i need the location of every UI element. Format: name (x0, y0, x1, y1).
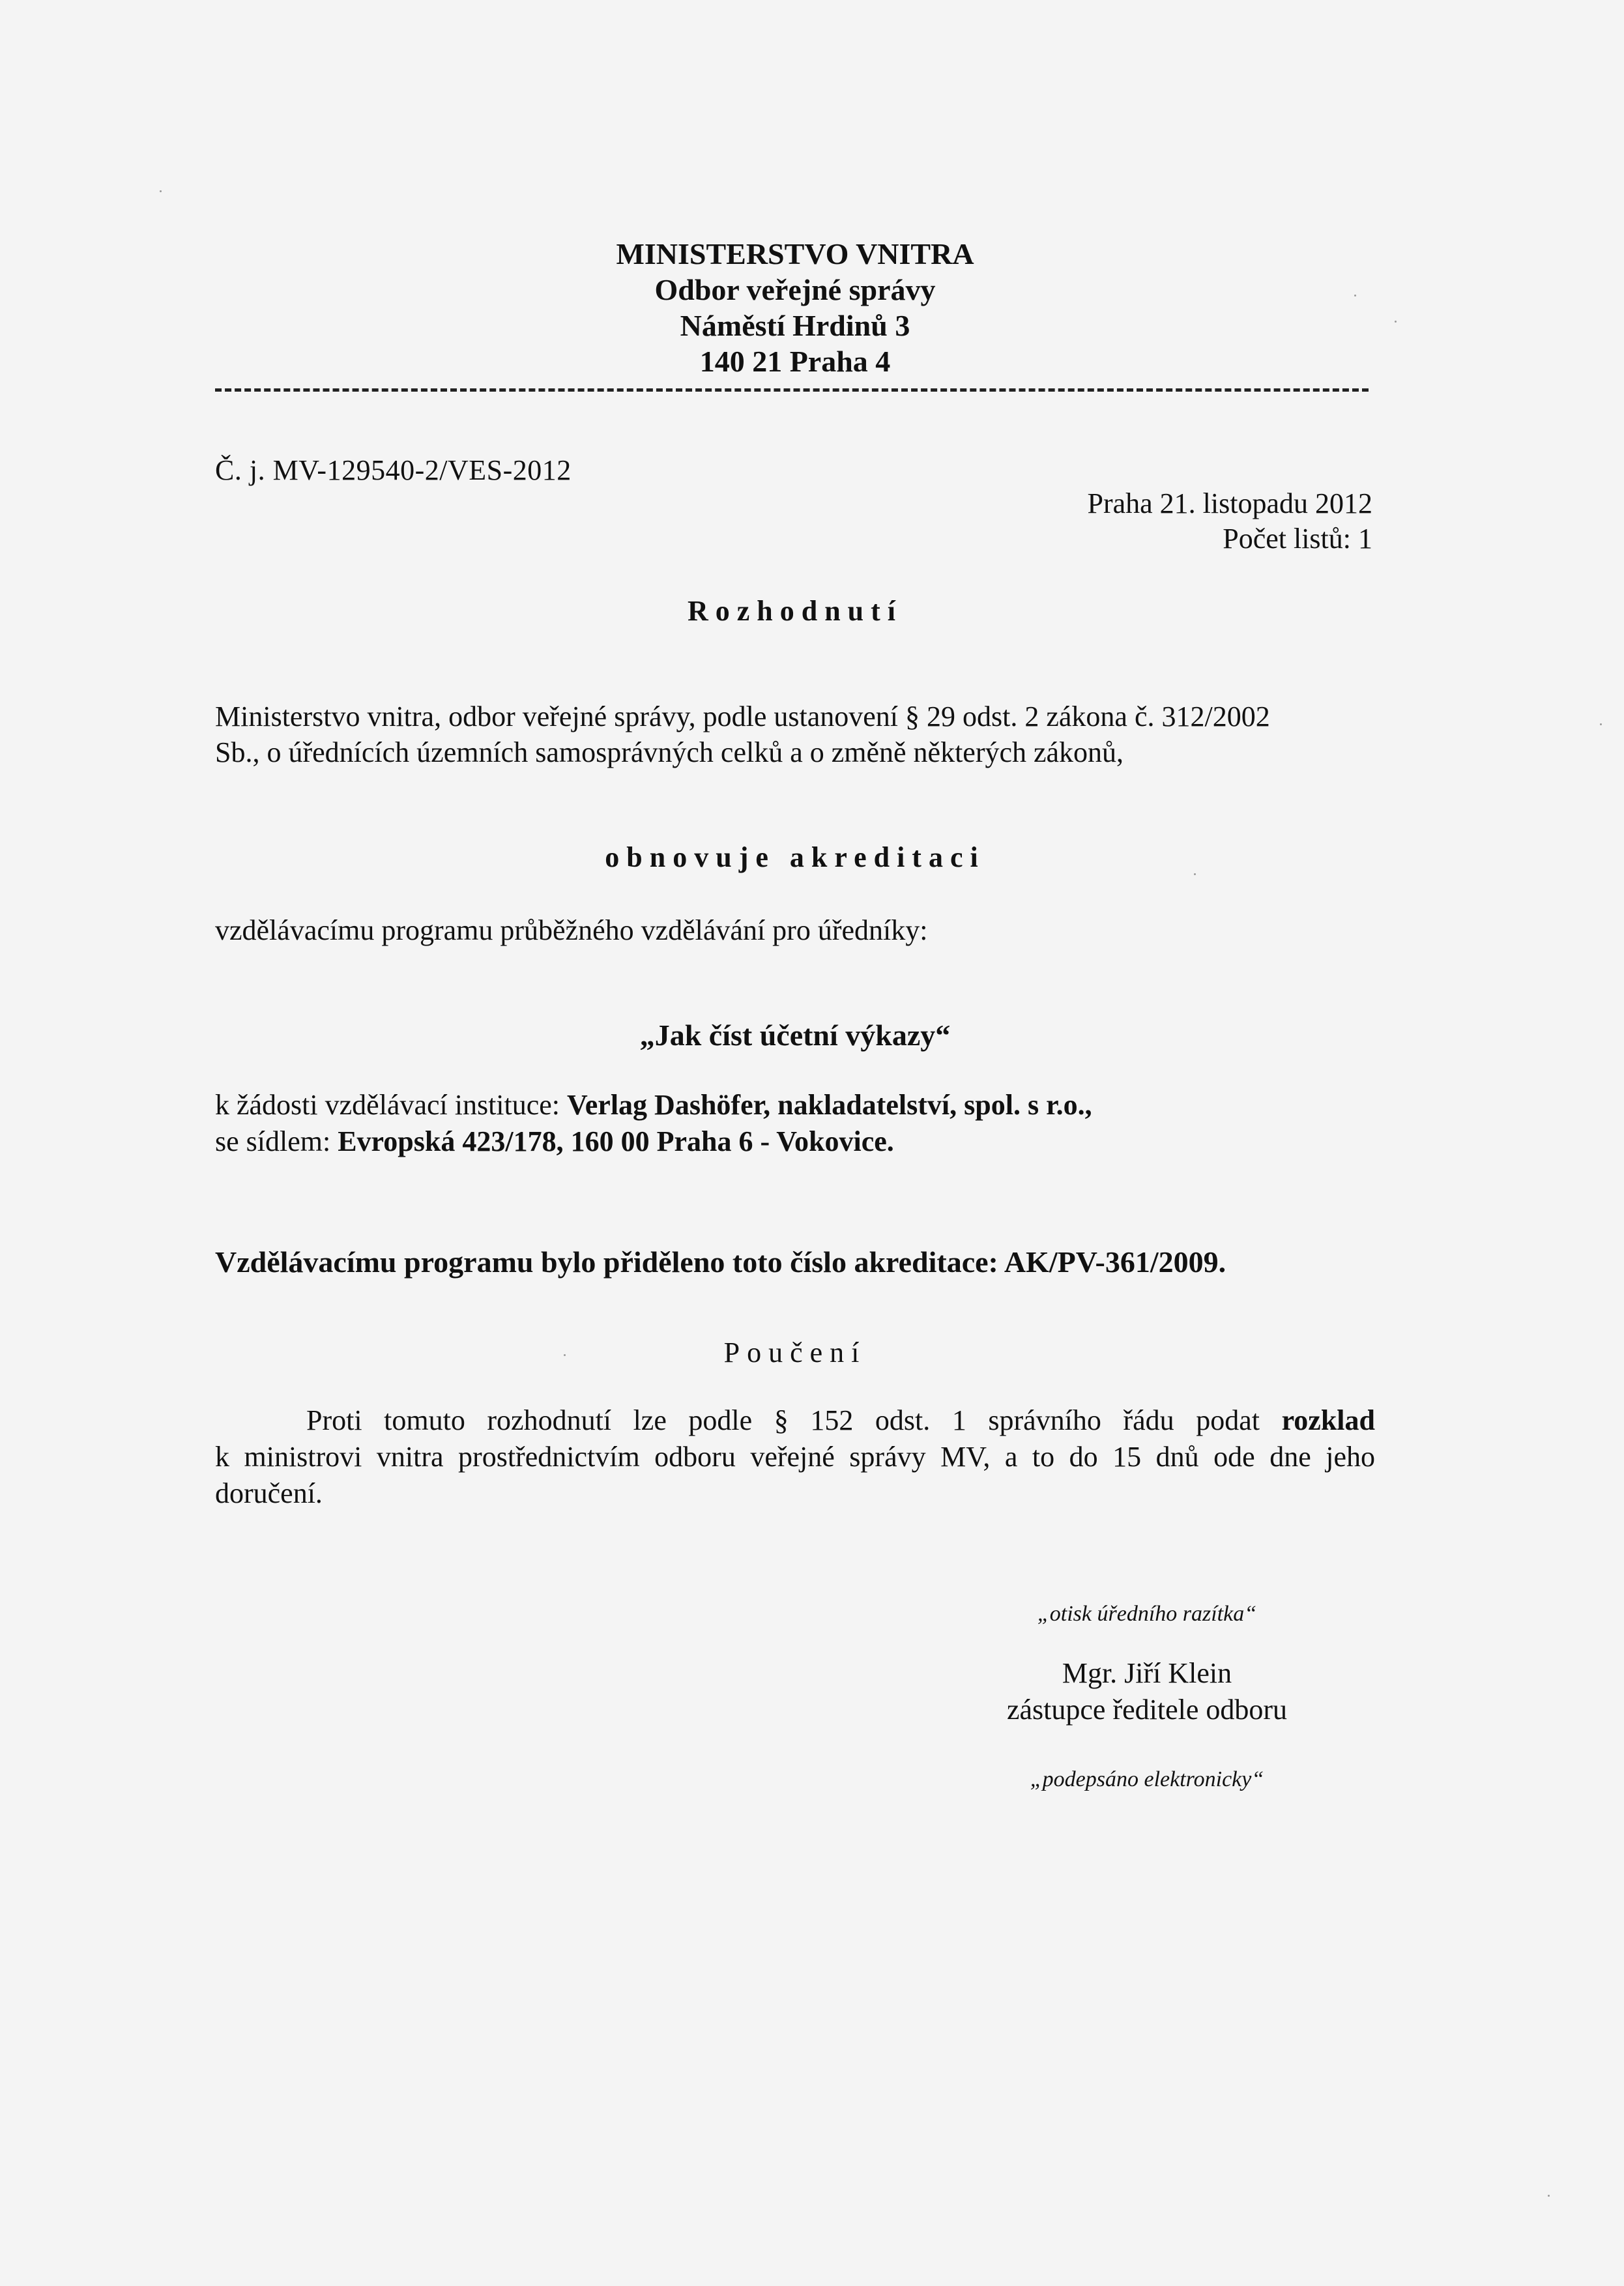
intro-paragraph (215, 699, 1375, 770)
scan-speck (1194, 873, 1196, 875)
institution-name: Verlag Dashöfer, nakladatelství, spol. s r.o., (567, 1089, 1092, 1121)
signature-note: „podepsáno elektronicky“ (1030, 1767, 1264, 1791)
signer-name: Mgr. Jiří Klein (1062, 1657, 1232, 1689)
seat-address: Evropská 423/178, 160 00 Praha 6 - Vokovice. (338, 1125, 894, 1157)
issue-date: Praha 21. listopadu 2012 (1087, 487, 1372, 519)
verdict-heading: obnovuje akreditaci (605, 841, 985, 873)
instruction-paragraph (215, 1402, 1375, 1512)
scan-speck (1548, 2195, 1550, 2197)
institution-label: k žádosti vzdělávací instituce: (215, 1089, 568, 1121)
instruction-line-3: doručení. (215, 1477, 323, 1509)
header-divider (215, 388, 1369, 392)
letterhead (0, 236, 1590, 379)
city-address: 140 21 Praha 4 (699, 345, 891, 378)
instruction-line-1 (215, 1402, 1375, 1439)
street-address: Náměstí Hrdinů 3 (680, 309, 910, 342)
scan-speck (160, 190, 162, 192)
instruction-line-2: k ministrovi vnitra prostřednictvím odboru veřejné správy MV, a to do 15 dnů ode dne jeho (215, 1441, 1375, 1473)
signer-role: zástupce ředitele odboru (1006, 1694, 1288, 1726)
scan-speck (1600, 723, 1602, 725)
intro-line-1: Ministerstvo vnitra, odbor veřejné správy, podle ustanovení § 29 odst. 2 zákona č. 312/2002 (215, 701, 1270, 732)
program-name: „Jak číst účetní výkazy“ (639, 1019, 951, 1052)
date-block (1087, 486, 1372, 557)
stamp-note: „otisk úředního razítka“ (1037, 1602, 1257, 1626)
accreditation-number-text: Vzdělávacímu programu bylo přiděleno toto číslo akreditace: AK/PV-361/2009. (215, 1245, 1226, 1279)
scan-speck (1354, 295, 1356, 297)
reference-number: Č. j. MV-129540-2/VES-2012 (215, 454, 572, 486)
decision-title: Rozhodnutí (687, 595, 903, 627)
program-intro: vzdělávacímu programu průběžného vzdělávání pro úředníky: (215, 914, 928, 946)
scan-speck (1395, 321, 1397, 323)
instruction-title: Poučení (723, 1337, 867, 1368)
scan-speck (564, 1354, 566, 1356)
institution-block (215, 1087, 1092, 1160)
seat-row (215, 1123, 1092, 1160)
instruction-line-1-text: Proti tomuto rozhodnutí lze podle § 152 odst. 1 správního řádu podat (306, 1404, 1282, 1436)
sheet-count: Počet listů: 1 (1223, 523, 1372, 555)
signer-block (899, 1655, 1395, 1728)
seat-label: se sídlem: (215, 1125, 338, 1157)
department-name: Odbor veřejné správy (654, 273, 936, 306)
ministry-name: MINISTERSTVO VNITRA (616, 237, 974, 270)
intro-line-2: Sb., o úřednících územních samosprávných celků a o změně některých zákonů, (215, 736, 1124, 768)
institution-row (215, 1087, 1092, 1123)
instruction-remedy: rozklad (1281, 1404, 1375, 1436)
